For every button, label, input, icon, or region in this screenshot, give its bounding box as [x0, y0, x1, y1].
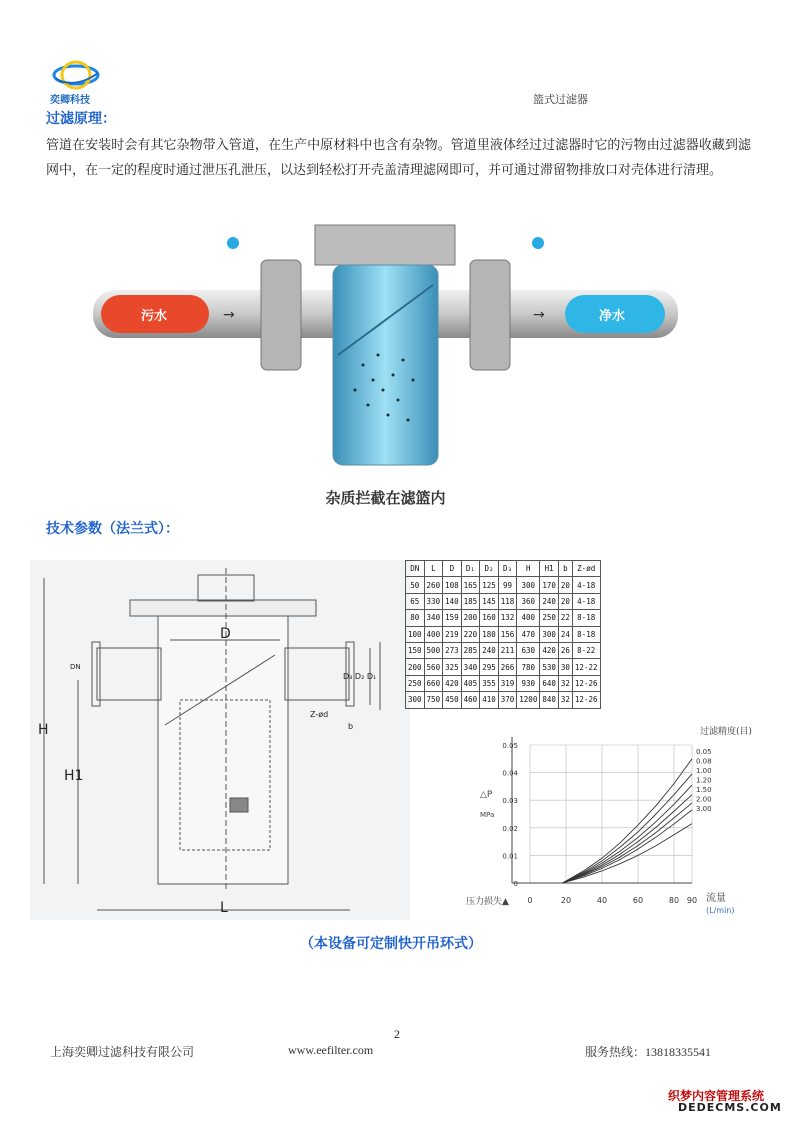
spec-cell: 319 [498, 675, 517, 691]
series-label: 1.50 [696, 786, 712, 794]
spec-cell: 285 [461, 642, 480, 658]
series-line [562, 803, 692, 883]
y-tick-label: 0.01 [502, 852, 518, 861]
spec-table-row [406, 610, 601, 626]
spec-cell: 8-18 [572, 610, 600, 626]
dimension-drawing [30, 560, 410, 920]
spec-cell: 400 [517, 610, 540, 626]
page-number: 2 [394, 1027, 400, 1041]
spec-cell: 660 [424, 675, 443, 691]
x-tick-label: 0 [527, 896, 533, 905]
spec-cell: 156 [498, 626, 517, 642]
spec-cell: 108 [443, 577, 462, 593]
x-tick-label: 20 [560, 896, 572, 905]
company-logo [46, 55, 106, 107]
x-tick-label: 60 [632, 896, 644, 905]
spec-cell: 240 [480, 642, 499, 658]
series-label: 2.00 [696, 795, 712, 804]
spec-table-row [406, 675, 601, 691]
y-tick-label: 0.02 [502, 824, 518, 833]
spec-cell: 355 [480, 675, 499, 691]
spec-cell: 325 [443, 659, 462, 675]
spec-cell: 4-18 [572, 577, 600, 593]
logo-text: 奕卿科技 [50, 95, 90, 106]
spec-cell: 125 [480, 577, 499, 593]
basket-filter-illustration [93, 205, 678, 515]
spec-cell: 140 [443, 593, 462, 609]
dim-D123-label: D₃ D₂ D₁ [343, 672, 377, 681]
dim-D-label: D [220, 626, 231, 642]
y-tick-label: 0.04 [502, 769, 518, 778]
x-tick-label: 40 [596, 896, 608, 905]
series-line [562, 785, 692, 883]
spec-cell: 145 [480, 593, 499, 609]
spec-col-header: D₂ [480, 561, 499, 577]
spec-cell: 420 [540, 642, 559, 658]
spec-cell: 32 [558, 675, 572, 691]
spec-cell: 80 [406, 610, 425, 626]
y-axis-unit: MPa [480, 811, 495, 819]
spec-table-row [406, 626, 601, 642]
x-axis-label: 流量 [706, 893, 726, 904]
spec-col-header: D [443, 561, 462, 577]
watermark-cn: 织梦内容管理系统 [668, 1089, 765, 1103]
spec-cell: 300 [406, 692, 425, 708]
footer-website[interactable]: www.eefilter.com [288, 1043, 374, 1057]
svg-text:→: → [223, 307, 235, 323]
spec-cell: 132 [498, 610, 517, 626]
spec-col-header: b [558, 561, 572, 577]
spec-cell: 22 [558, 610, 572, 626]
spec-cell: 170 [540, 577, 559, 593]
principle-heading: 过滤原理： [46, 111, 116, 127]
spec-cell: 240 [540, 593, 559, 609]
spec-cell: 165 [461, 577, 480, 593]
spec-cell: 26 [558, 642, 572, 658]
spec-cell: 65 [406, 593, 425, 609]
y-axis-symbol: △P [480, 790, 493, 800]
dim-Z-label: Z-ød [310, 710, 329, 719]
spec-cell: 420 [443, 675, 462, 691]
dim-H1-label: H1 [64, 768, 84, 784]
y-tick-label: 0 [513, 880, 518, 888]
spec-cell: 220 [461, 626, 480, 642]
spec-cell: 360 [517, 593, 540, 609]
spec-cell: 180 [480, 626, 499, 642]
customization-note: （本设备可定制快开吊环式） [300, 936, 482, 952]
spec-cell: 560 [424, 659, 443, 675]
series-label: 0.05 [696, 748, 712, 756]
x-tick-label: 90 [686, 896, 698, 905]
spec-cell: 300 [540, 626, 559, 642]
spec-cell: 12-26 [572, 692, 600, 708]
spec-table-row [406, 692, 601, 708]
spec-cell: 200 [406, 659, 425, 675]
chart-title: 过滤精度(目) [700, 727, 753, 737]
spec-col-header: D₁ [461, 561, 480, 577]
spec-cell: 99 [498, 577, 517, 593]
spec-col-header: D₃ [498, 561, 517, 577]
spec-cell: 250 [406, 675, 425, 691]
spec-cell: 930 [517, 675, 540, 691]
dim-DN-label: DN [70, 663, 81, 671]
spec-cell: 159 [443, 610, 462, 626]
spec-cell: 100 [406, 626, 425, 642]
spec-col-header: H [517, 561, 540, 577]
spec-cell: 160 [480, 610, 499, 626]
spec-cell: 450 [443, 692, 462, 708]
spec-cell: 12-26 [572, 675, 600, 691]
spec-cell: 12-22 [572, 659, 600, 675]
dim-L-label: L [220, 900, 228, 916]
spec-cell: 32 [558, 692, 572, 708]
spec-cell: 400 [424, 626, 443, 642]
spec-cell: 340 [424, 610, 443, 626]
spec-table-row [406, 642, 601, 658]
spec-cell: 1200 [517, 692, 540, 708]
spec-cell: 750 [424, 692, 443, 708]
spec-table-header [406, 561, 601, 577]
spec-cell: 300 [517, 577, 540, 593]
spec-cell: 640 [540, 675, 559, 691]
spec-cell: 219 [443, 626, 462, 642]
spec-cell: 20 [558, 577, 572, 593]
spec-cell: 24 [558, 626, 572, 642]
dirty-water-label: 污水 [141, 309, 168, 324]
corner-label: 压力损失▲ [466, 897, 509, 907]
document-title: 篮式过滤器 [533, 93, 588, 106]
spec-cell: 630 [517, 642, 540, 658]
spec-cell: 340 [461, 659, 480, 675]
series-label: 1.20 [696, 776, 712, 785]
y-tick-label: 0.03 [502, 797, 518, 806]
spec-col-header: DN [406, 561, 425, 577]
spec-cell: 150 [406, 642, 425, 658]
spec-cell: 370 [498, 692, 517, 708]
spec-cell: 530 [540, 659, 559, 675]
x-axis-unit: (L/min) [706, 906, 735, 915]
spec-cell: 30 [558, 659, 572, 675]
dim-b-label: b [348, 722, 354, 731]
watermark-en: DEDECMS.COM [678, 1101, 782, 1114]
spec-cell: 8-22 [572, 642, 600, 658]
spec-cell: 500 [424, 642, 443, 658]
spec-cell: 780 [517, 659, 540, 675]
spec-cell: 273 [443, 642, 462, 658]
pressure-loss-chart [460, 720, 780, 920]
spec-col-header: L [424, 561, 443, 577]
spec-cell: 200 [461, 610, 480, 626]
spec-col-header: H1 [540, 561, 559, 577]
spec-cell: 410 [480, 692, 499, 708]
series-label: 3.00 [696, 805, 712, 813]
dim-H-label: H [38, 722, 49, 738]
spec-table-row [406, 593, 601, 609]
spec-cell: 295 [480, 659, 499, 675]
svg-text:→: → [533, 307, 545, 323]
footer-hotline: 服务热线：13818335541 [585, 1045, 712, 1059]
spec-cell: 20 [558, 593, 572, 609]
spec-table-row [406, 577, 601, 593]
spec-cell: 266 [498, 659, 517, 675]
clean-water-label: 净水 [599, 309, 626, 324]
spec-cell: 470 [517, 626, 540, 642]
spec-col-header: Z-ød [572, 561, 600, 577]
principle-paragraph: 管道在安装时会有其它杂物带入管道，在生产中原材料中也含有杂物。管道里液体经过过滤器时它的污物由过滤器收藏到滤网中，在一定的程度时通过泄压孔泄压，以达到轻松打开壳盖清理滤网即可，并可通过滞留物排放口对壳体进行清理。 [46, 138, 751, 178]
spec-cell: 118 [498, 593, 517, 609]
specs-heading: 技术参数（法兰式）： [46, 521, 179, 537]
spec-table-row [406, 659, 601, 675]
series-line [562, 774, 692, 883]
x-tick-label: 80 [668, 896, 680, 905]
spec-cell: 330 [424, 593, 443, 609]
series-line [562, 795, 692, 883]
spec-cell: 840 [540, 692, 559, 708]
spec-cell: 211 [498, 642, 517, 658]
spec-cell: 460 [461, 692, 480, 708]
spec-cell: 8-18 [572, 626, 600, 642]
y-tick-label: 0.05 [502, 742, 518, 750]
footer-company: 上海奕卿过滤科技有限公司 [50, 1045, 195, 1059]
spec-cell: 405 [461, 675, 480, 691]
spec-cell: 260 [424, 577, 443, 593]
spec-table [405, 560, 601, 709]
spec-cell: 50 [406, 577, 425, 593]
spec-cell: 4-18 [572, 593, 600, 609]
series-label: 0.08 [696, 757, 712, 766]
series-label: 1.00 [696, 767, 712, 775]
spec-cell: 185 [461, 593, 480, 609]
spec-cell: 250 [540, 610, 559, 626]
series-line [562, 759, 692, 883]
illustration-caption: 杂质拦截在滤篮内 [325, 489, 446, 507]
